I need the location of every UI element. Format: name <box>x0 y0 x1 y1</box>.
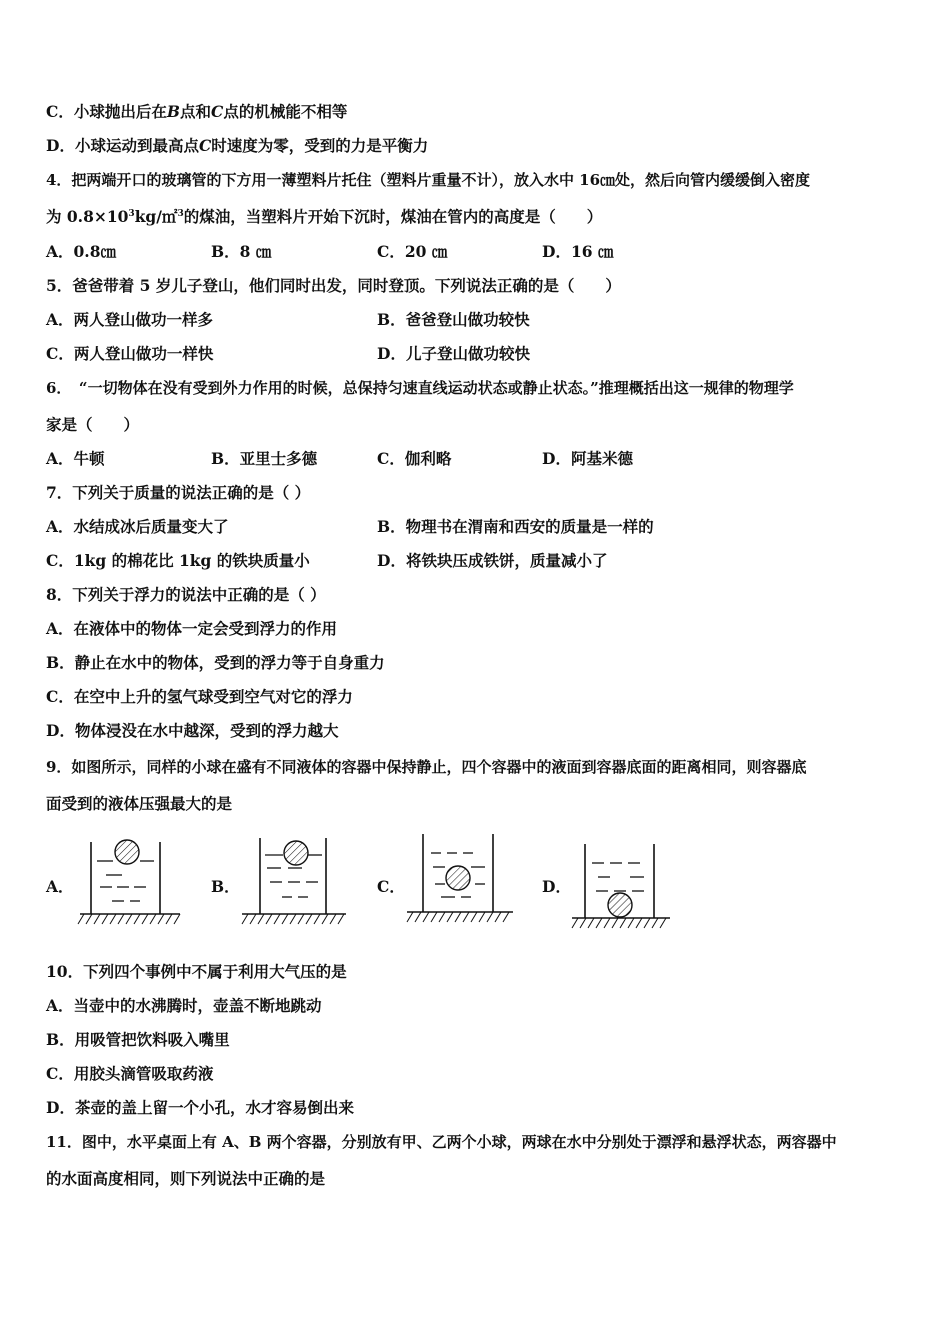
q5-option-a: A．两人登山做功一样多 <box>46 310 214 329</box>
ground-surface <box>78 914 180 924</box>
q8-option-c: C．在空中上升的氢气球受到空气对它的浮力 <box>46 687 353 706</box>
q9-figure-label-a: A． <box>46 877 74 896</box>
q9-stem-line2: 面受到的液体压强最大的是 <box>46 794 233 813</box>
q10-option-a: A．当壶中的水沸腾时，壶盖不断地跳动 <box>46 996 322 1015</box>
q4-stem-line1: 4．把两端开口的玻璃管的下方用一薄塑料片托住（塑料片重量不计），放入水中 16㎝处，然后向管内缓缓倒入密度 <box>46 171 811 189</box>
q6-option-d: D．阿基米德 <box>542 449 633 468</box>
q4-option-a: A．0.8㎝ <box>46 242 116 261</box>
q10-option-c: C．用胶头滴管吸取药液 <box>46 1064 214 1083</box>
q11-stem-line2: 的水面高度相同，则下列说法中正确的是 <box>46 1169 326 1188</box>
ball <box>608 893 632 917</box>
q10-stem: 10．下列四个事例中不属于利用大气压的是 <box>46 962 347 981</box>
q3-option-d: D．小球运动到最高点C时速度为零，受到的力是平衡力 <box>46 136 429 155</box>
q7-stem: 7．下列关于质量的说法正确的是（ ） <box>46 483 311 502</box>
q6-option-c: C．伽利略 <box>377 449 452 468</box>
q4-option-b: B．8 ㎝ <box>211 242 272 261</box>
q9-figure-d-container <box>570 836 674 930</box>
liquid-lines <box>592 863 644 891</box>
ball <box>446 866 470 890</box>
q7-option-b: B．物理书在渭南和西安的质量是一样的 <box>377 517 654 536</box>
ground-surface <box>407 912 513 922</box>
ground-surface <box>242 914 346 924</box>
ball <box>115 840 139 864</box>
q7-option-a: A．水结成冰后质量变大了 <box>46 517 229 536</box>
q7-option-d: D．将铁块压成铁饼，质量减小了 <box>377 551 608 570</box>
q10-option-b: B．用吸管把饮料吸入嘴里 <box>46 1030 230 1049</box>
q6-stem-line1: 6． “一切物体在没有受到外力作用的时候，总保持匀速直线运动状态或静止状态。”推理概括出这一规律的物理学 <box>46 379 794 397</box>
q5-option-b: B．爸爸登山做功较快 <box>377 310 530 329</box>
ball <box>284 841 308 865</box>
q8-option-a: A．在液体中的物体一定会受到浮力的作用 <box>46 619 338 638</box>
q8-stem: 8．下列关于浮力的说法中正确的是（ ） <box>46 585 326 604</box>
q9-figure-label-d: D． <box>542 877 571 896</box>
q5-option-c: C．两人登山做功一样快 <box>46 344 214 363</box>
ground-surface <box>572 918 670 928</box>
q3-option-c: C．小球抛出后在B点和C点的机械能不相等 <box>46 102 348 121</box>
q10-option-d: D．茶壶的盖上留一个小孔，水才容易倒出来 <box>46 1098 354 1117</box>
q5-stem: 5．爸爸带着 5 岁儿子登山，他们同时出发，同时登顶。下列说法正确的是（ ） <box>46 276 621 295</box>
q9-figure-label-c: C． <box>377 877 405 896</box>
q4-stem-line2: 为 $0.8\times 10^3kg/㎡^3$的煤油，当塑料片开始下沉时，煤油在管内的高度是（ ） <box>46 207 603 226</box>
q9-figure-label-b: B． <box>211 877 240 896</box>
q6-stem-line2: 家是（ ） <box>46 415 140 434</box>
q4-option-c: C．20 ㎝ <box>377 242 448 261</box>
liquid-lines <box>97 861 154 901</box>
q6-option-b: B．亚里士多德 <box>211 449 318 468</box>
q9-figure-a-container <box>76 834 186 928</box>
q9-stem-line1: 9．如图所示，同样的小球在盛有不同液体的容器中保持静止，四个容器中的液面到容器底面的距离相同，则容器底 <box>46 758 807 776</box>
q5-option-d: D．儿子登山做功较快 <box>377 344 530 363</box>
q4-option-d: D．16 ㎝ <box>542 242 614 261</box>
q8-option-b: B．静止在水中的物体，受到的浮力等于自身重力 <box>46 653 385 672</box>
q11-stem-line1: 11．图中，水平桌面上有 A、B 两个容器，分别放有甲、乙两个小球，两球在水中分别处于漂浮和悬浮状态，两容器中 <box>46 1133 837 1151</box>
q9-figure-b-container <box>240 834 350 928</box>
q9-figure-c-container <box>405 830 515 926</box>
q6-option-a: A．牛顿 <box>46 449 105 468</box>
q7-option-c: C．1kg 的棉花比 1kg 的铁块质量小 <box>46 551 310 570</box>
q8-option-d: D．物体浸没在水中越深，受到的浮力越大 <box>46 721 339 740</box>
